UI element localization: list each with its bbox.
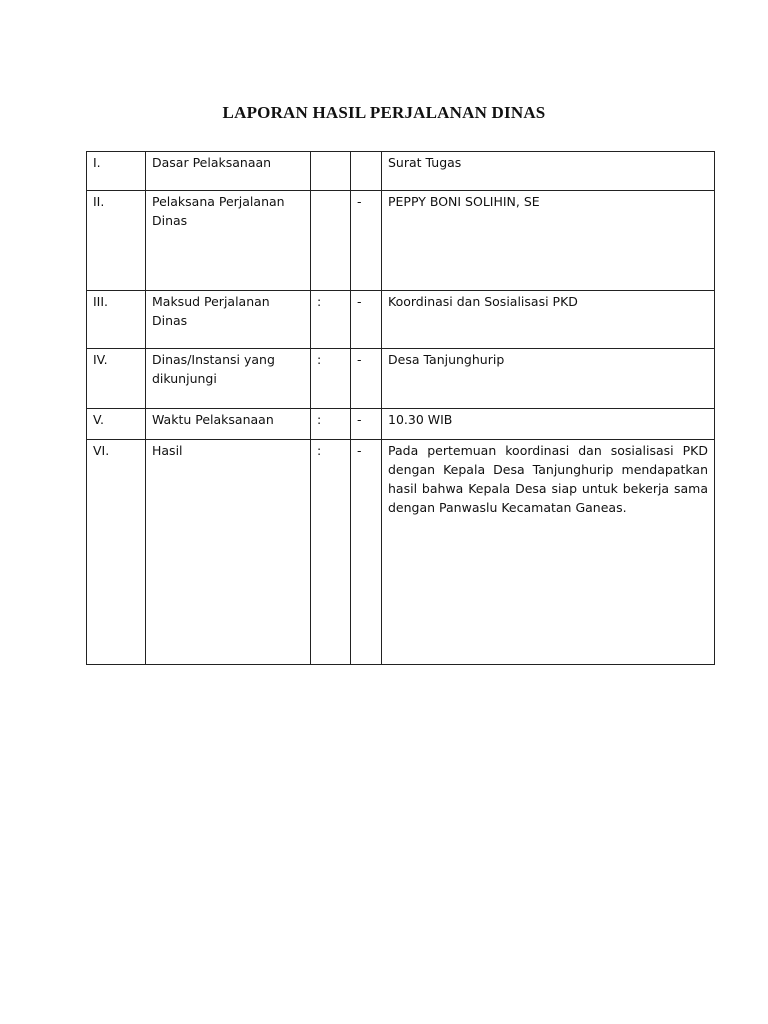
- row-number: I.: [87, 152, 146, 191]
- row-colon: :: [311, 409, 351, 440]
- table-row: [87, 409, 715, 440]
- row-dash: -: [351, 291, 382, 349]
- row-number: V.: [87, 409, 146, 440]
- row-value: Surat Tugas: [382, 152, 715, 191]
- row-dash: -: [351, 191, 382, 291]
- row-value: 10.30 WIB: [382, 409, 715, 440]
- row-value: Pada pertemuan koordinasi dan sosialisasi PKD dengan Kepala Desa Tanjunghurip mendapatkan hasil bahwa Kepala Desa siap untuk bekerja sama dengan Panwaslu Kecamatan Ganeas.: [382, 440, 715, 665]
- row-colon: [311, 152, 351, 191]
- row-value: Koordinasi dan Sosialisasi PKD: [382, 291, 715, 349]
- document-title: LAPORAN HASIL PERJALANAN DINAS: [222, 103, 546, 122]
- table-row: [87, 291, 715, 349]
- row-dash: -: [351, 409, 382, 440]
- row-label: Waktu Pelaksanaan: [146, 409, 311, 440]
- table-row: [87, 152, 715, 191]
- row-dash: -: [351, 349, 382, 409]
- row-label: Dasar Pelaksanaan: [146, 152, 311, 191]
- row-dash: [351, 152, 382, 191]
- row-label: Dinas/Instansi yang dikunjungi: [146, 349, 311, 409]
- row-colon: :: [311, 291, 351, 349]
- table-row: [87, 191, 715, 291]
- row-label: Maksud Perjalanan Dinas: [146, 291, 311, 349]
- table-row: [87, 349, 715, 409]
- report-table: [86, 151, 715, 665]
- row-colon: :: [311, 440, 351, 665]
- row-number: III.: [87, 291, 146, 349]
- row-colon: [311, 191, 351, 291]
- row-label: Hasil: [146, 440, 311, 665]
- row-number: IV.: [87, 349, 146, 409]
- row-value: Desa Tanjunghurip: [382, 349, 715, 409]
- row-label: Pelaksana Perjalanan Dinas: [146, 191, 311, 291]
- row-number: VI.: [87, 440, 146, 665]
- row-colon: :: [311, 349, 351, 409]
- row-value: PEPPY BONI SOLIHIN, SE: [382, 191, 715, 291]
- row-dash: -: [351, 440, 382, 665]
- row-number: II.: [87, 191, 146, 291]
- table-row: [87, 440, 715, 665]
